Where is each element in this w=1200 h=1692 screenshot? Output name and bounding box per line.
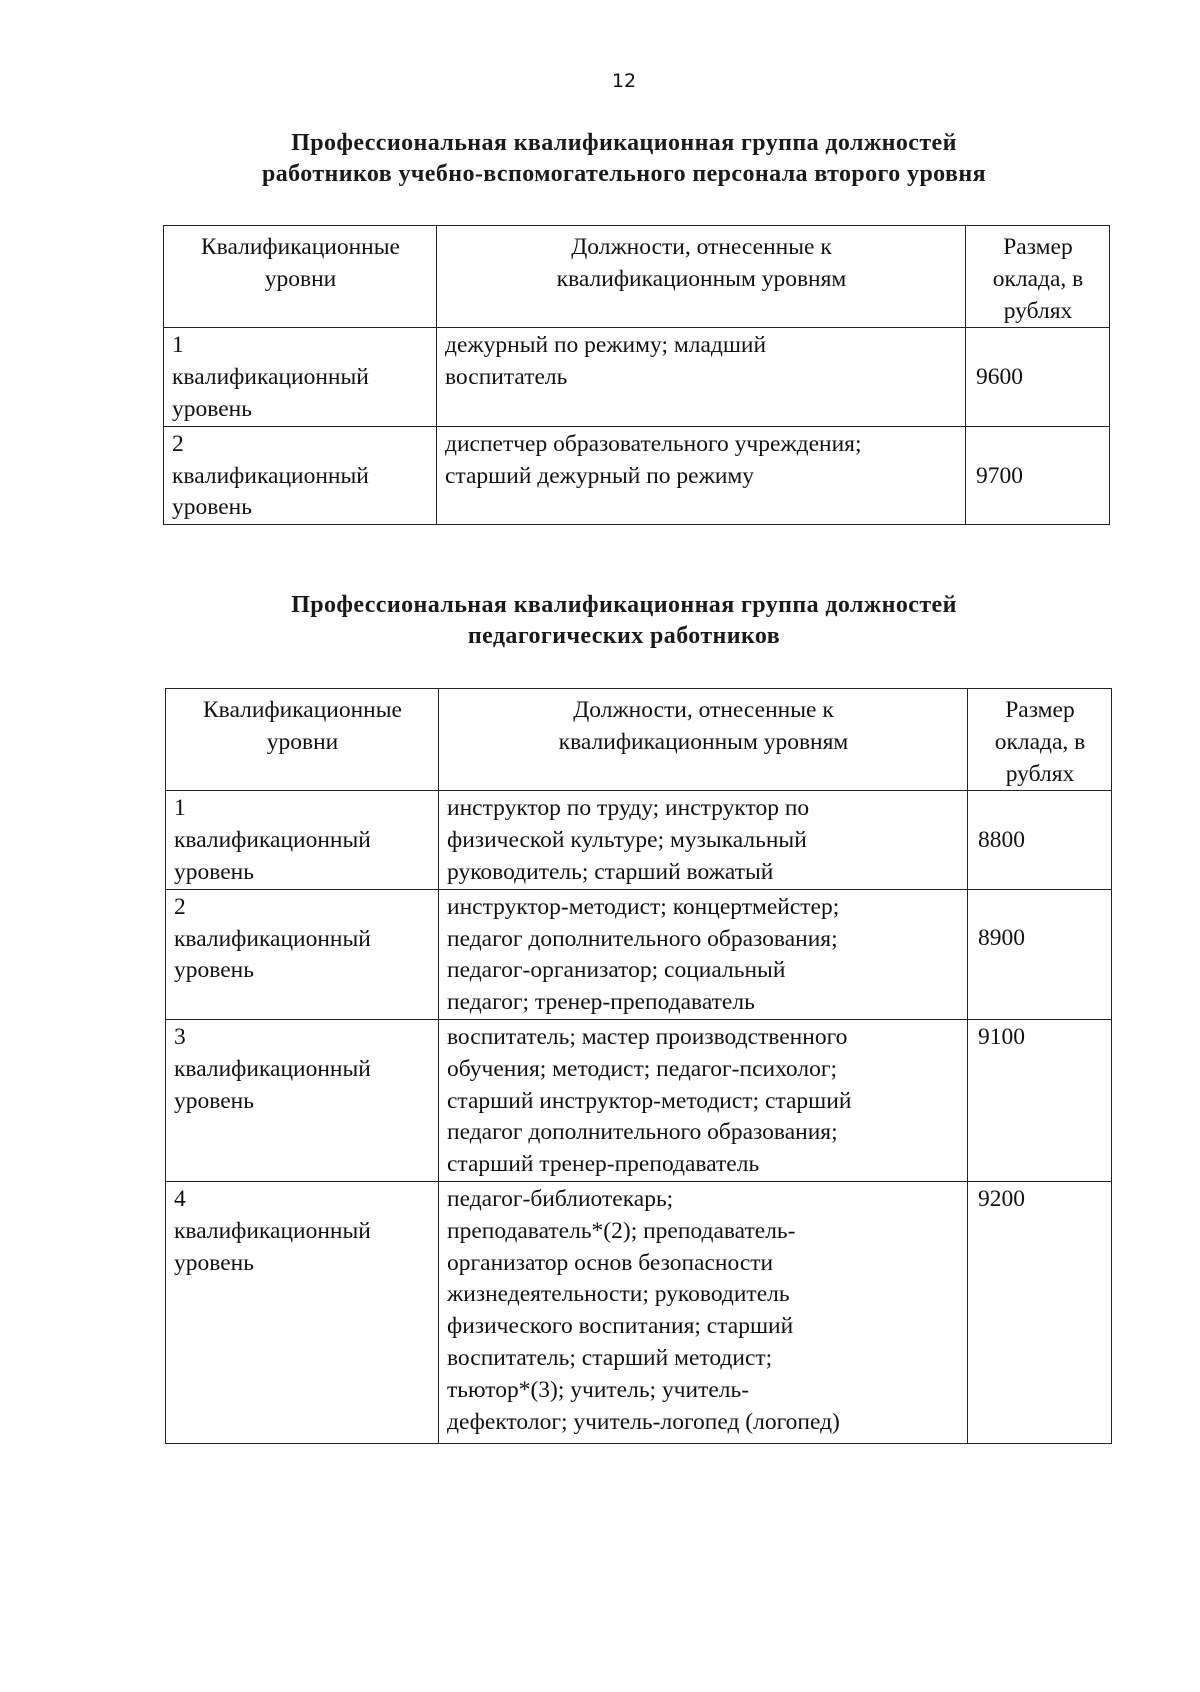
positions-cell: воспитатель; мастер производственного обучения; методист; педагог-психолог; старший инструктор-методист; старший педагог дополнительного образования; старший тренер-преподаватель [439, 1019, 968, 1181]
table-header-row [164, 226, 1110, 328]
table-row [166, 1181, 1112, 1443]
page-number: 12 [611, 70, 637, 92]
level-cell: 1 квалификационный уровень [166, 791, 439, 889]
level-cell: 4 квалификационный уровень [166, 1181, 439, 1443]
section-title-line: Профессиональная квалификационная группа должностей [291, 130, 957, 156]
section-title-line: педагогических работников [467, 623, 781, 649]
level-cell: 3 квалификационный уровень [166, 1019, 439, 1181]
section-title-support-staff [0, 128, 1200, 190]
section-title-line: работников учебно-вспомогательного персонала второго уровня [262, 161, 986, 187]
positions-cell: дежурный по режиму; младший воспитатель [437, 328, 966, 426]
header-salary: Размер оклада, в рублях [968, 689, 1112, 791]
level-cell: 2 квалификационный уровень [164, 426, 437, 524]
table-row [166, 889, 1112, 1019]
salary-cell: 9200 [968, 1181, 1112, 1443]
table-row [166, 1019, 1112, 1181]
salary-cell: 8900 [968, 889, 1112, 1019]
header-qualification-levels: Квалификационные уровни [164, 226, 437, 328]
table-row [164, 328, 1110, 426]
header-qualification-levels: Квалификационные уровни [166, 689, 439, 791]
positions-cell: инструктор по труду; инструктор по физической культуре; музыкальный руководитель; старший вожатый [439, 791, 968, 889]
section-title-line: Профессиональная квалификационная группа должностей [291, 592, 957, 618]
positions-cell: инструктор-методист; концертмейстер; педагог дополнительного образования; педагог-организатор; социальный педагог; тренер-преподаватель [439, 889, 968, 1019]
salary-cell: 9600 [966, 328, 1110, 426]
level-cell: 1 квалификационный уровень [164, 328, 437, 426]
salary-cell: 9100 [968, 1019, 1112, 1181]
salary-cell: 9700 [966, 426, 1110, 524]
table-header-row [166, 689, 1112, 791]
header-positions: Должности, отнесенные к квалификационным уровням [439, 689, 968, 791]
section-title-teaching-staff [0, 590, 1200, 652]
salary-table-support-staff [163, 225, 1110, 525]
positions-cell: диспетчер образовательного учреждения; старший дежурный по режиму [437, 426, 966, 524]
positions-cell: педагог-библиотекарь; преподаватель*(2); преподаватель- организатор основ безопасности жизнедеятельности; руководитель физического воспитания; старший воспитатель; старший методист; тьютор*(3); учитель; учитель- дефектолог; учитель-логопед (логопед) [439, 1181, 968, 1443]
salary-cell: 8800 [968, 791, 1112, 889]
header-salary: Размер оклада, в рублях [966, 226, 1110, 328]
salary-table-teaching-staff [165, 688, 1112, 1444]
table-row [166, 791, 1112, 889]
level-cell: 2 квалификационный уровень [166, 889, 439, 1019]
header-positions: Должности, отнесенные к квалификационным уровням [437, 226, 966, 328]
table-row [164, 426, 1110, 524]
